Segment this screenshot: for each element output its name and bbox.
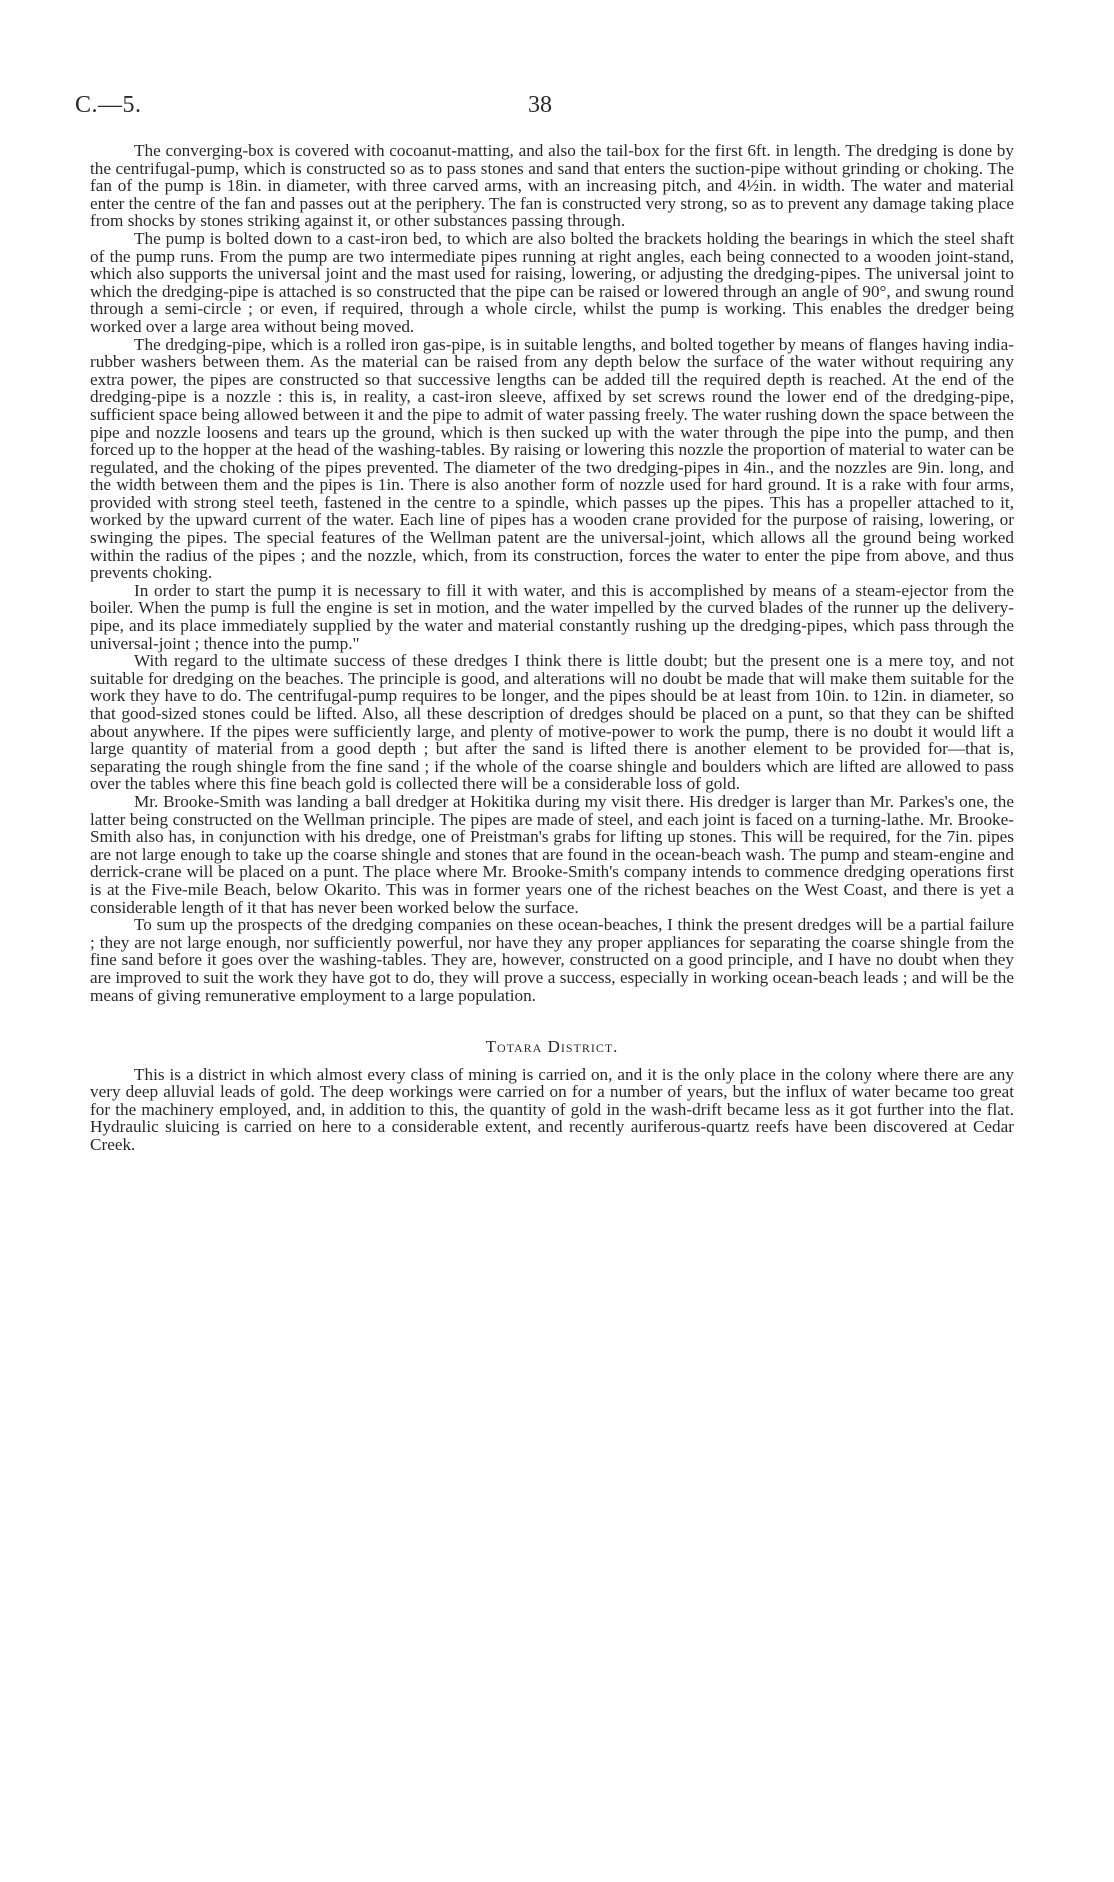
paragraph-totara-district: This is a district in which almost every class of mining is carried on, and it is the only place in the colony where there are any very deep alluvial leads of gold. The deep workings were carried on for a number of years, but the influx of water became too great for the machinery employed, and, in addition to this, the quantity of gold in the wash-drift became less as it got further into the flat. Hydraulic sluicing is carried on here to a considerable extent, and recently auriferous-quartz reefs have been discovered at Cedar Creek.	[90, 1064, 1014, 1155]
paragraph-dredging-pipe: The dredging-pipe, which is a rolled iron gas-pipe, is in suitable lengths, and bolted together by means of flanges having india-rubber washers between them. As the material can be raised from any depth below the surface of the water without requiring any extra power, the pipes are constructed so that successive lengths can be added till the required depth is reached. At the end of the dredging-pipe is a nozzle : this is, in reality, a cast-iron sleeve, affixed by set screws round the lower end of the dredging-pipe, sufficient space being allowed between it and the pipe to admit of water passing freely. The water rushing down the space between the pipe and nozzle loosens and tears up the ground, which is then sucked up with the water through the pipe into the pump, and then forced up to the hopper at the head of the washing-tables. By raising or lowering this nozzle the proportion of material to water can be regulated, and the choking of the pipes prevented. The diameter of the two dredging-pipes in 4in., and the nozzles are 9in. long, and the width between them and the pipes is 1in. There is also another form of nozzle used for hard ground. It is a rake with four arms, provided with strong steel teeth, fastened in the centre to a spindle, which passes up the pipes. This has a propeller attached to it, worked by the upward current of the water. Each line of pipes has a wooden crane provided for the purpose of raising, lowering, or swinging the pipes. The special features of the Wellman patent are the universal-joint, which allows all the ground being worked within the radius of the pipes ; and the nozzle, which, from its construction, forces the water to enter the pipe from above, and thus prevents choking.	[90, 334, 1014, 583]
paragraph-starting-pump: In order to start the pump it is necessary to fill it with water, and this is accomplished by means of a steam-ejector from the boiler. When the pump is full the engine is set in motion, and the water impelled by the curved blades of the runner up the delivery-pipe, and its place immediately supplied by the water and material constantly rushing up the dredging-pipes, which pass through the universal-joint ; thence into the pump."	[90, 580, 1014, 653]
section-heading-totara-district: Totara District.	[485, 1037, 619, 1057]
document-reference: C.—5.	[75, 92, 142, 118]
page-body	[90, 142, 1014, 1154]
paragraph-pump-bed: The pump is bolted down to a cast-iron bed, to which are also bolted the brackets holding the bearings in which the steel shaft of the pump runs. From the pump are two intermediate pipes running at right angles, each being connected to a wooden joint-stand, which also supports the universal joint and the mast used for raising, lowering, or adjusting the dredging-pipes. The universal joint to which the dredging-pipe is attached is so constructed that the pipe can be raised or lowered through an angle of 90°, and swung round through a semi-circle ; or even, if required, through a whole circle, whilst the pump is working. This enables the dredger being worked over a large area without being moved.	[90, 228, 1014, 336]
paragraph-ultimate-success: With regard to the ultimate success of these dredges I think there is little doubt; but the present one is a mere toy, and not suitable for dredging on the beaches. The principle is good, and alterations will no doubt be made that will make them suitable for the work they have to do. The centrifugal-pump requires to be longer, and the pipes should be at least from 10in. to 12in. in diameter, so that good-sized stones could be lifted. Also, all these description of dredges should be placed on a punt, so that they can be shifted about anywhere. If the pipes were sufficiently large, and plenty of motive-power to work the pump, there is no doubt it would lift a large quantity of material from a good depth ; but after the sand is lifted there is another element to be provided for—that is, separating the rough shingle from the fine sand ; if the whole of the coarse shingle and boulders which are lifted are allowed to pass over the tables where this fine beach gold is collected there will be a considerable loss of gold.	[90, 651, 1014, 794]
paragraph-summary: To sum up the prospects of the dredging companies on these ocean-beaches, I think the present dredges will be a partial failure ; they are not large enough, nor sufficiently powerful, nor have they any proper appliances for separating the coarse shingle from the fine sand before it goes over the washing-tables. They are, however, constructed on a good principle, and I have no doubt when they are improved to suit the work they have got to do, they will prove a success, especially in working ocean-beach leads ; and will be the means of giving remunerative employment to a large population.	[90, 915, 1014, 1005]
page-header	[0, 92, 1114, 126]
page-number: 38	[528, 92, 552, 118]
paragraph-brooke-smith: Mr. Brooke-Smith was landing a ball dredger at Hokitika during my visit there. His dredger is larger than Mr. Parkes's one, the latter being constructed on the Wellman principle. The pipes are made of steel, and each joint is faced on a turning-lathe. Mr. Brooke-Smith also has, in conjunction with his dredge, one of Preistman's grabs for lifting up stones. This will be required, for the 7in. pipes are not large enough to take up the coarse shingle and stones that are found in the ocean-beach wash. The pump and steam-engine and derrick-crane will be placed on a punt. The place where Mr. Brooke-Smith's company intends to commence dredging operations first is at the Five-mile Beach, below Okarito. This was in former years one of the richest beaches on the West Coast, and there is yet a considerable length of it that has never been worked below the surface.	[90, 791, 1014, 917]
paragraph-converging-box: The converging-box is covered with cocoanut-matting, and also the tail-box for the first 6ft. in length. The dredging is done by the centrifugal-pump, which is constructed so as to pass stones and sand that enters the suction-pipe without grinding or choking. The fan of the pump is 18in. in diameter, with three carved arms, with an increasing pitch, and 4½in. in width. The water and material enter the centre of the fan and passes out at the periphery. The fan is constructed very strong, so as to prevent any damage taking place from shocks by stones striking against it, or other substances passing through.	[90, 141, 1014, 231]
